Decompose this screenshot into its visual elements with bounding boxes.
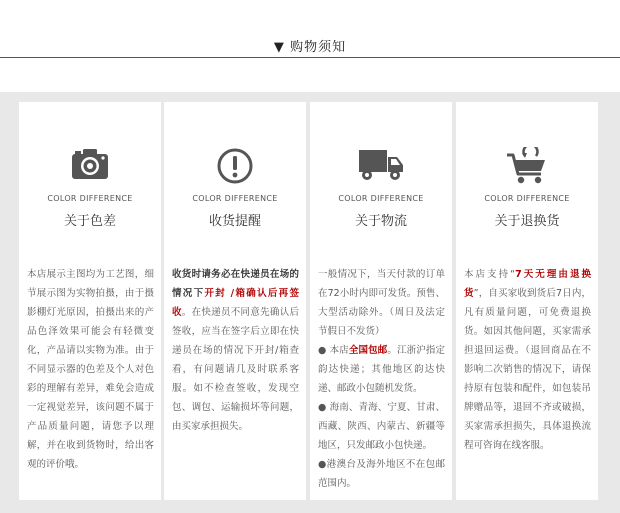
body-paragraph: 一般情况下，当天付款的订单在72小时内即可发货。预售、大型活动除外。（周日及法定节假日不发货） (318, 269, 445, 337)
card-color-difference (19, 102, 161, 500)
section-title-text: 购物须知 (290, 40, 347, 55)
body-highlight-text: 7天无理由退换货 (464, 269, 591, 299)
card-title: 关于退换货 (494, 214, 560, 229)
card-title: 关于色差 (63, 214, 116, 229)
card-body (464, 265, 591, 455)
header-divider (0, 57, 620, 58)
body-text: ”，自买家收到货后7日内，凡有质量问题，可免费退换货。如因其他问题，买家需承担退回运费。（退回商品在不影响二次销售的情况下，请保持原有包装和配件，如包装吊牌赠品等，退回不齐或破损，买家需承担损失，具体退换流程可咨询在线客服。 (464, 288, 591, 451)
card-subtitle: COLOR DIFFERENCE (192, 194, 278, 203)
triangle-down-icon: ▼ (273, 40, 285, 55)
header (0, 0, 620, 60)
body-bold-text: 收货时请务必在快递员在场的情况下 (172, 269, 299, 299)
card-body (172, 265, 299, 436)
body-paragraph: ● 海南、青海、宁夏、甘肃、西藏、陕西、内蒙古、新疆等地区，只发邮政小包快递。 (318, 402, 445, 451)
body-text: 本店支持“ (464, 269, 516, 280)
card-subtitle: COLOR DIFFERENCE (338, 194, 424, 203)
body-highlight-text: 全国包邮 (348, 345, 388, 356)
card-logistics (310, 102, 452, 500)
camera-icon (19, 147, 161, 187)
card-body: 本店展示主图均为工艺图，细节展示图为实物拍摄，由于摄影棚灯光原因，拍摄出来的产品色泽效果可能会有轻微变化，产品请以实物为准。由于不同显示器的色差及个人对色彩的理解有差异，难免会造成一定视觉差异，该问题不属于产品质量问题，请您予以理解，并在收到货物时，给出客观的评价哦。 (27, 269, 154, 470)
card-body (318, 265, 445, 493)
body-text: ● 本店 (318, 345, 349, 356)
body-highlight-text: 开封 /箱确认后再签收 (172, 288, 299, 318)
card-receipt-reminder (164, 102, 306, 500)
body-paragraph: ●港澳台及海外地区不在包邮范围内。 (318, 459, 445, 489)
section-title (0, 36, 620, 55)
card-subtitle: COLOR DIFFERENCE (47, 194, 133, 203)
body-text: 。江浙沪指定韵达快递；其他地区韵达快递、邮政小包随机发货。 (318, 345, 445, 394)
exclamation-circle-icon (164, 147, 306, 187)
truck-icon (310, 147, 452, 187)
body-paragraph (318, 341, 445, 398)
cart-return-icon (456, 147, 598, 187)
card-title: 收货提醒 (208, 214, 261, 229)
notice-panel (0, 92, 620, 513)
card-subtitle: COLOR DIFFERENCE (484, 194, 570, 203)
card-title: 关于物流 (354, 214, 407, 229)
card-returns (456, 102, 598, 500)
body-text: 。在快递员不同意先确认后签收，应当在签字后立即在快递员在场的情况下开封/箱查看，有问题请几及时联系客服。如不检查签收，发现空包、调包、运输损坏等问题，由买家承担损失。 (172, 307, 299, 432)
